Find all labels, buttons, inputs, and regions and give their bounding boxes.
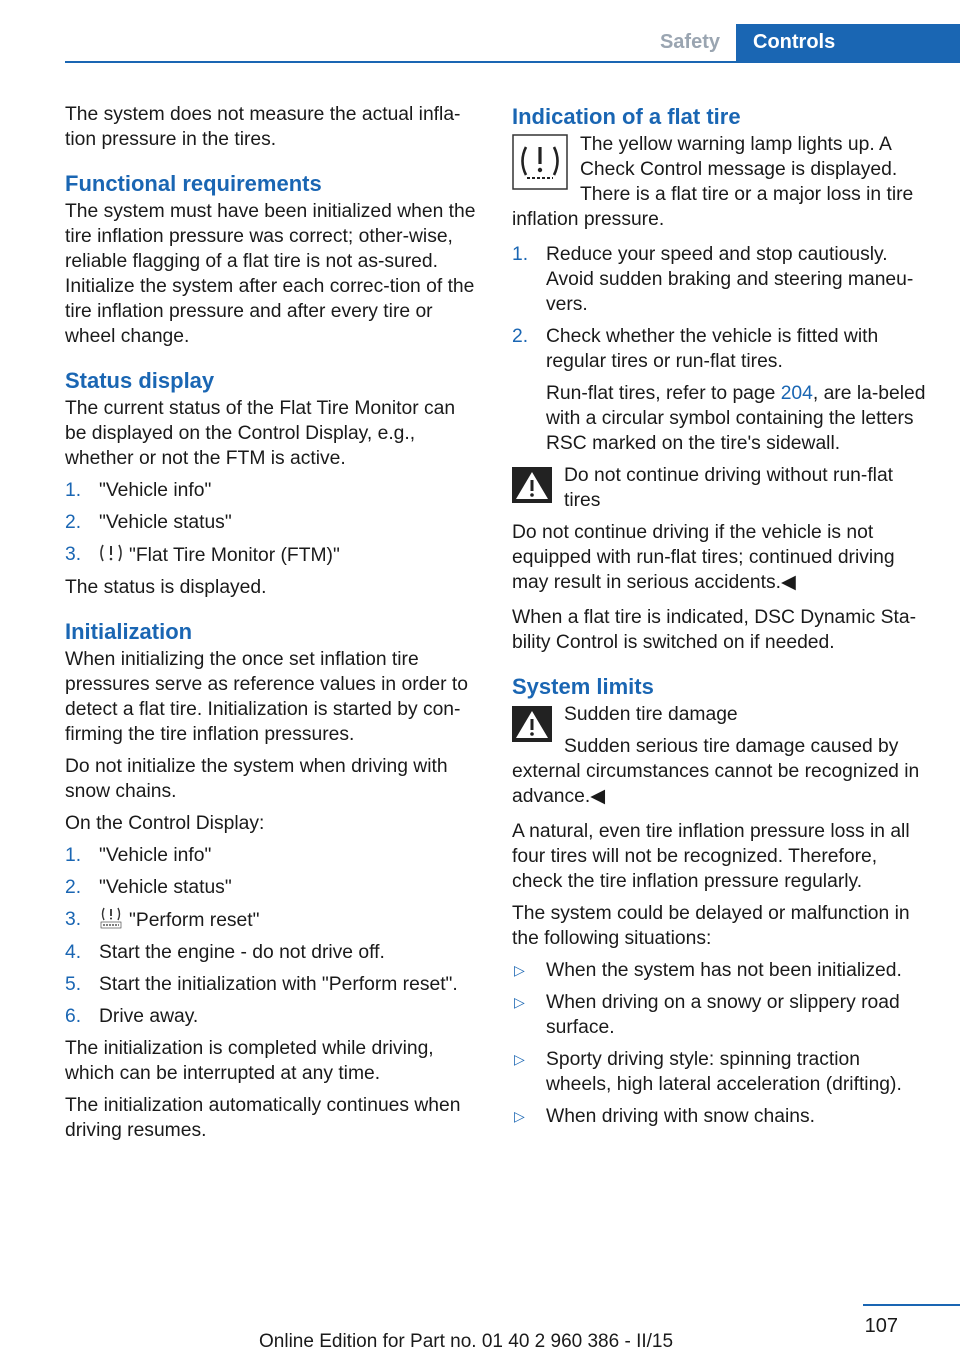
functional-requirements-heading: Functional requirements: [65, 171, 322, 196]
page-link[interactable]: 204: [780, 383, 813, 404]
status-after-text: The status is displayed.: [65, 577, 267, 598]
step-number: 2.: [65, 512, 82, 533]
tab-safety[interactable]: Safety: [659, 31, 720, 53]
bullet-icon: ▷: [514, 1051, 525, 1067]
step-text: Check whether the vehicle is fitted with regular tires or run-flat tires.: [546, 326, 879, 372]
flat-tire-loss-text: There is a flat tire or a major loss in tire inflation pressure.: [512, 184, 914, 230]
list-item: [65, 510, 480, 535]
initialization-text-3: On the Control Display:: [65, 813, 265, 834]
limits-bullets: [512, 958, 930, 1129]
functional-requirements-text: The system must have been initialized when the tire inflation pressure was correct; other-wise, reliable flagging of a flat tire is not as-sured. Initialize the system after each correc-tion of the tire inflation pressure and after every tire or wheel change.: [65, 201, 476, 347]
status-display-text: The current status of the Flat Tire Monitor can be displayed on the Control Display, e.g., whether or not the FTM is active.: [65, 398, 456, 469]
step-text: "Vehicle status": [99, 877, 232, 898]
step-text: "Vehicle info": [99, 845, 212, 866]
initialization-text-2: Do not initialize the system when driving with snow chains.: [65, 756, 448, 802]
sudden-damage-warning: [512, 702, 930, 727]
bullet-icon: ▷: [514, 1108, 525, 1124]
tab-controls[interactable]: Controls: [736, 24, 960, 61]
run-flat-warning-text: Do not continue driving if the vehicle is not equipped with run-flat tires; continued driving may result in serious accidents.◀: [512, 522, 895, 593]
list-item: [65, 1004, 480, 1029]
list-item: [65, 478, 480, 503]
system-limits-heading: System limits: [512, 674, 654, 699]
flat-tire-heading: Indication of a flat tire: [512, 104, 741, 129]
step-text: Start the engine - do not drive off.: [99, 942, 385, 963]
sudden-damage-title: Sudden tire damage: [564, 704, 738, 725]
step-number: 6.: [65, 1006, 82, 1027]
list-item: [512, 1047, 930, 1097]
step-number: 3.: [65, 909, 82, 930]
run-flat-note: [546, 381, 930, 456]
step-number: 1.: [65, 480, 82, 501]
dsc-text: When a flat tire is indicated, DSC Dynamic Sta-bility Control is switched on if needed.: [512, 607, 916, 653]
flat-tire-steps: [512, 242, 930, 456]
list-item: [65, 875, 480, 900]
list-item: [65, 972, 480, 997]
initialization-steps: [65, 843, 480, 1029]
warning-lamp-block: [512, 132, 930, 184]
run-flat-warning-title: Do not continue driving without run-flat tires: [564, 465, 894, 511]
header-rule: [65, 61, 960, 63]
limits-text-1: A natural, even tire inflation pressure loss in all four tires will not be recognized. Therefore, check the tire inflation pressure regularly.: [512, 821, 910, 892]
warning-triangle-icon: [512, 706, 552, 742]
status-display-heading: Status display: [65, 368, 215, 393]
step-text: Drive away.: [99, 1006, 199, 1027]
footer-rule: [863, 1304, 960, 1306]
list-item: [512, 324, 930, 456]
list-item: [512, 958, 930, 983]
initialization-text-5: The initialization automatically continues when driving resumes.: [65, 1095, 461, 1141]
list-item: [512, 1104, 930, 1129]
edition-text: Online Edition for Part no. 01 40 2 960 386 - II/15: [259, 1331, 674, 1352]
left-column: [65, 102, 480, 1150]
list-item: [65, 907, 480, 933]
right-column: [512, 102, 930, 1136]
intro-text: The system does not measure the actual infla-tion pressure in the tires.: [65, 104, 461, 150]
bullet-icon: ▷: [514, 994, 525, 1010]
run-flat-warning: [512, 463, 930, 513]
flat-tire-monitor-icon: [99, 542, 123, 564]
bullet-text: When driving with snow chains.: [546, 1106, 815, 1127]
tire-pressure-warning-icon: [512, 134, 568, 190]
warning-lamp-text: The yellow warning lamp lights up. A Check Control message is displayed.: [580, 134, 898, 180]
bullet-text: When driving on a snowy or slippery road surface.: [546, 992, 900, 1038]
list-item: [65, 542, 480, 568]
reset-icon: [99, 907, 123, 929]
initialization-text-4: The initialization is completed while driving, which can be interrupted at any time.: [65, 1038, 434, 1084]
bullet-text: When the system has not been initialized.: [546, 960, 902, 981]
step-text: "Vehicle info": [99, 480, 212, 501]
sudden-damage-text: Sudden serious tire damage caused by external circumstances cannot be recognized in advance.◀: [512, 736, 920, 807]
step-number: 1.: [65, 845, 82, 866]
status-steps: [65, 478, 480, 568]
step-number: 5.: [65, 974, 82, 995]
run-flat-note-text-2: , are la-beled with a circular symbol containing the letters RSC marked on the tire's sidewall.: [546, 383, 926, 454]
warning-triangle-icon: [512, 467, 552, 503]
initialization-heading: Initialization: [65, 619, 193, 644]
step-number: 2.: [65, 877, 82, 898]
step-text: Reduce your speed and stop cautiously. Avoid sudden braking and steering maneu-vers.: [546, 244, 914, 315]
step-text: Start the initialization with "Perform reset".: [99, 974, 458, 995]
list-item: [512, 990, 930, 1040]
step-number: 2.: [512, 326, 529, 347]
step-number: 4.: [65, 942, 82, 963]
list-item: [65, 843, 480, 868]
step-text: "Flat Tire Monitor (FTM)": [129, 545, 340, 566]
list-item: [65, 940, 480, 965]
step-text: "Perform reset": [129, 910, 260, 931]
initialization-text-1: When initializing the once set inflation tire pressures serve as reference values in order to detect a flat tire. Initialization is started by con-firming the tire inflation pressures.: [65, 649, 468, 745]
list-item: [512, 242, 930, 317]
page-number: 107: [864, 1315, 898, 1337]
run-flat-note-text: Run-flat tires, refer to page: [546, 383, 781, 404]
limits-text-2: The system could be delayed or malfunction in the following situations:: [512, 903, 910, 949]
step-number: 1.: [512, 244, 529, 265]
bullet-icon: ▷: [514, 962, 525, 978]
step-number: 3.: [65, 544, 82, 565]
bullet-text: Sporty driving style: spinning traction wheels, high lateral acceleration (drifting).: [546, 1049, 902, 1095]
step-text: "Vehicle status": [99, 512, 232, 533]
